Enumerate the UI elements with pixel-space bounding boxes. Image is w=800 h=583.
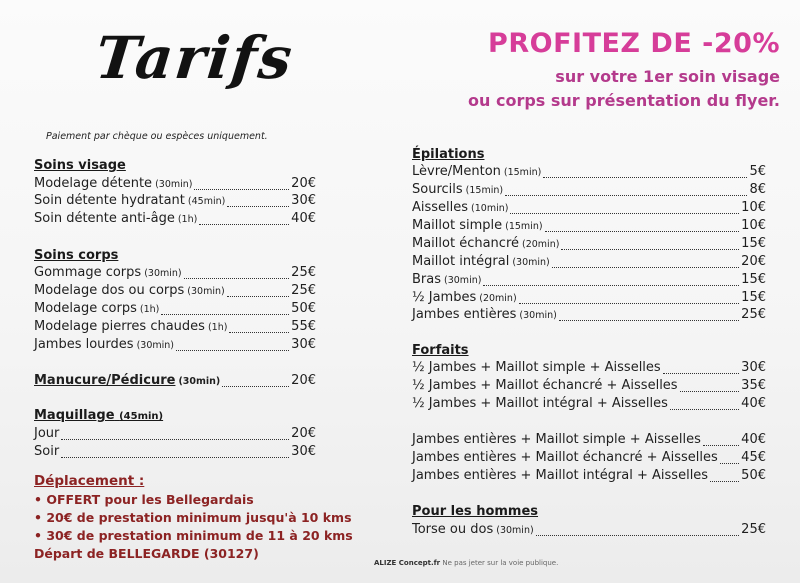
- dot-leader: [561, 239, 739, 250]
- deplacement-line: • 20€ de prestation minimum jusqu'à 10 kms: [34, 510, 352, 525]
- price-row: [34, 444, 316, 462]
- forfait-label: ½ Jambes + Maillot simple + Aisselles: [412, 360, 661, 375]
- service-label: Gommage corps: [34, 265, 142, 280]
- dot-leader: [545, 221, 740, 232]
- price-row: [412, 522, 766, 540]
- service-label: Modelage pierres chaudes: [34, 319, 205, 334]
- service-price: 25€: [291, 265, 316, 280]
- heading-text: Épilations: [412, 147, 485, 162]
- service-duration: (15min): [465, 185, 504, 196]
- deplacement-heading: Déplacement :: [34, 473, 145, 489]
- dot-leader: [199, 214, 289, 225]
- price-row: [412, 236, 766, 254]
- price-row: [412, 200, 766, 218]
- service-duration: (1h): [177, 214, 198, 225]
- price-row: [412, 218, 766, 236]
- service-price: 20€: [291, 426, 316, 441]
- dot-leader: [710, 471, 739, 482]
- deplacement-line: Départ de BELLEGARDE (30127): [34, 546, 259, 561]
- service-price: 25€: [741, 522, 766, 537]
- forfait-price: 30€: [741, 360, 766, 375]
- forfaits-heading: [412, 343, 469, 358]
- price-row: [412, 396, 766, 414]
- price-row: [412, 378, 766, 396]
- service-price: 25€: [741, 307, 766, 322]
- forfait-label: Jambes entières + Maillot simple + Aisselles: [412, 432, 701, 447]
- price-row: [412, 468, 766, 486]
- dot-leader: [184, 268, 290, 279]
- price-row: [34, 337, 316, 355]
- service-price: 55€: [291, 319, 316, 334]
- dot-leader: [222, 376, 289, 387]
- service-duration: (30min): [444, 275, 482, 286]
- soins-visage-heading: [34, 158, 126, 173]
- service-price: 10€: [741, 200, 766, 215]
- dot-leader: [61, 429, 289, 440]
- price-row: [412, 360, 766, 378]
- service-price: 15€: [741, 290, 766, 305]
- price-row: [34, 426, 316, 444]
- price-row: [412, 450, 766, 468]
- dot-leader: [519, 293, 740, 304]
- price-row: [412, 164, 766, 182]
- service-price: 20€: [291, 373, 316, 388]
- service-price: 30€: [291, 193, 316, 208]
- price-row: [412, 254, 766, 272]
- service-price: 8€: [749, 182, 766, 197]
- service-duration: (20min): [479, 293, 517, 304]
- dot-leader: [161, 304, 289, 315]
- price-row: [34, 319, 316, 337]
- service-duration: (1h): [139, 304, 160, 315]
- manucure-row: [34, 373, 316, 391]
- service-duration: (30min): [155, 179, 193, 190]
- dot-leader: [670, 399, 739, 410]
- dot-leader: [703, 435, 739, 446]
- service-duration: (30min): [136, 340, 174, 351]
- price-row: [412, 290, 766, 308]
- service-duration: (30min): [512, 257, 550, 268]
- footer: [374, 559, 558, 567]
- forfait-price: 40€: [741, 396, 766, 411]
- dot-leader: [680, 381, 740, 392]
- footer-brand: ALIZE Concept.fr: [374, 559, 441, 567]
- soins-corps-heading: [34, 248, 118, 263]
- service-label: Lèvre/Menton: [412, 164, 501, 179]
- service-label: Sourcils: [412, 182, 463, 197]
- service-duration: (45min): [187, 196, 226, 207]
- forfait-label: ½ Jambes + Maillot intégral + Aisselles: [412, 396, 668, 411]
- dot-leader: [505, 185, 747, 196]
- dot-leader: [229, 322, 289, 333]
- dot-leader: [663, 363, 739, 374]
- dot-leader: [61, 447, 289, 458]
- deplacement-line: • OFFERT pour les Bellegardais: [34, 492, 254, 507]
- dot-leader: [552, 257, 739, 268]
- forfait-price: 50€: [741, 468, 766, 483]
- service-price: 15€: [741, 272, 766, 287]
- service-duration: (15min): [503, 167, 542, 178]
- heading-text: Soins visage: [34, 158, 126, 173]
- promo-line-2: ou corps sur présentation du flyer.: [468, 91, 780, 110]
- service-duration: (30min): [496, 525, 534, 536]
- service-duration: (30min): [144, 268, 182, 279]
- heading-text: Pour les hommes: [412, 504, 539, 519]
- footer-note: Ne pas jeter sur la voie publique.: [442, 559, 559, 567]
- service-label: Jambes entières: [412, 307, 517, 322]
- price-row: [412, 182, 766, 200]
- forfait-price: 40€: [741, 432, 766, 447]
- forfait-label: ½ Jambes + Maillot échancré + Aisselles: [412, 378, 678, 393]
- service-label: Maillot échancré: [412, 236, 519, 251]
- service-price: 15€: [741, 236, 766, 251]
- service-label: Soin détente anti-âge: [34, 211, 175, 226]
- service-price: 5€: [749, 164, 766, 179]
- service-price: 30€: [291, 444, 316, 459]
- promo-line-1: sur votre 1er soin visage: [555, 67, 780, 86]
- payment-note: Paiement par chèque ou espèces uniquement.: [46, 131, 268, 142]
- service-label: Maillot intégral: [412, 254, 510, 269]
- service-label: Modelage détente: [34, 176, 153, 191]
- service-label: Aisselles: [412, 200, 469, 215]
- heading-duration: (45min): [119, 411, 164, 422]
- service-label: Modelage dos ou corps: [34, 283, 185, 298]
- dot-leader: [194, 179, 289, 190]
- price-row: [412, 307, 766, 325]
- promo-title: PROFITEZ DE -20%: [488, 28, 780, 59]
- dot-leader: [483, 275, 739, 286]
- service-label: Torse ou dos: [412, 522, 494, 537]
- service-price: 50€: [291, 301, 316, 316]
- service-label: Bras: [412, 272, 442, 287]
- service-duration: (10min): [471, 203, 509, 214]
- service-duration: (15min): [505, 221, 543, 232]
- price-row: [34, 265, 316, 283]
- service-label: Jambes lourdes: [34, 337, 134, 352]
- price-row: [34, 301, 316, 319]
- forfait-label: Jambes entières + Maillot échancré + Aisselles: [412, 450, 718, 465]
- dot-leader: [176, 340, 289, 351]
- dot-leader: [720, 453, 739, 464]
- service-price: 40€: [291, 211, 316, 226]
- heading-text: Soins corps: [34, 248, 119, 263]
- hommes-heading: [412, 504, 538, 519]
- price-row: [412, 272, 766, 290]
- service-label: Soir: [34, 444, 60, 459]
- service-duration: (20min): [522, 239, 560, 250]
- forfait-price: 45€: [741, 450, 766, 465]
- dot-leader: [227, 196, 289, 207]
- maquillage-heading: [34, 408, 163, 423]
- manucure-heading: Manucure/Pédicure: [34, 373, 176, 388]
- price-row: [34, 193, 316, 211]
- service-price: 30€: [291, 337, 316, 352]
- service-price: 25€: [291, 283, 316, 298]
- service-duration: (30min): [187, 286, 225, 297]
- service-label: Modelage corps: [34, 301, 137, 316]
- epilations-heading: [412, 147, 484, 162]
- price-row: [412, 432, 766, 450]
- service-duration: (30min): [178, 376, 221, 387]
- service-price: 20€: [291, 176, 316, 191]
- dot-leader: [227, 286, 289, 297]
- tarifs-title: Tarifs: [92, 24, 297, 92]
- price-row: [34, 283, 316, 301]
- forfait-label: Jambes entières + Maillot intégral + Aisselles: [412, 468, 709, 483]
- service-price: 20€: [741, 254, 766, 269]
- heading-text: Maquillage: [34, 408, 115, 423]
- service-label: Soin détente hydratant: [34, 193, 185, 208]
- service-price: 10€: [741, 218, 766, 233]
- service-duration: (1h): [207, 322, 228, 333]
- heading-text: Forfaits: [412, 343, 469, 358]
- dot-leader: [543, 167, 747, 178]
- dot-leader: [559, 310, 739, 321]
- deplacement-line: • 30€ de prestation minimum de 11 à 20 kms: [34, 528, 353, 543]
- price-row: [34, 211, 316, 229]
- service-label: Maillot simple: [412, 218, 503, 233]
- service-label: Jour: [34, 426, 60, 441]
- dot-leader: [510, 203, 739, 214]
- forfait-price: 35€: [741, 378, 766, 393]
- dot-leader: [536, 525, 740, 536]
- service-label: ½ Jambes: [412, 290, 477, 305]
- price-row: [34, 176, 316, 194]
- service-duration: (30min): [519, 310, 557, 321]
